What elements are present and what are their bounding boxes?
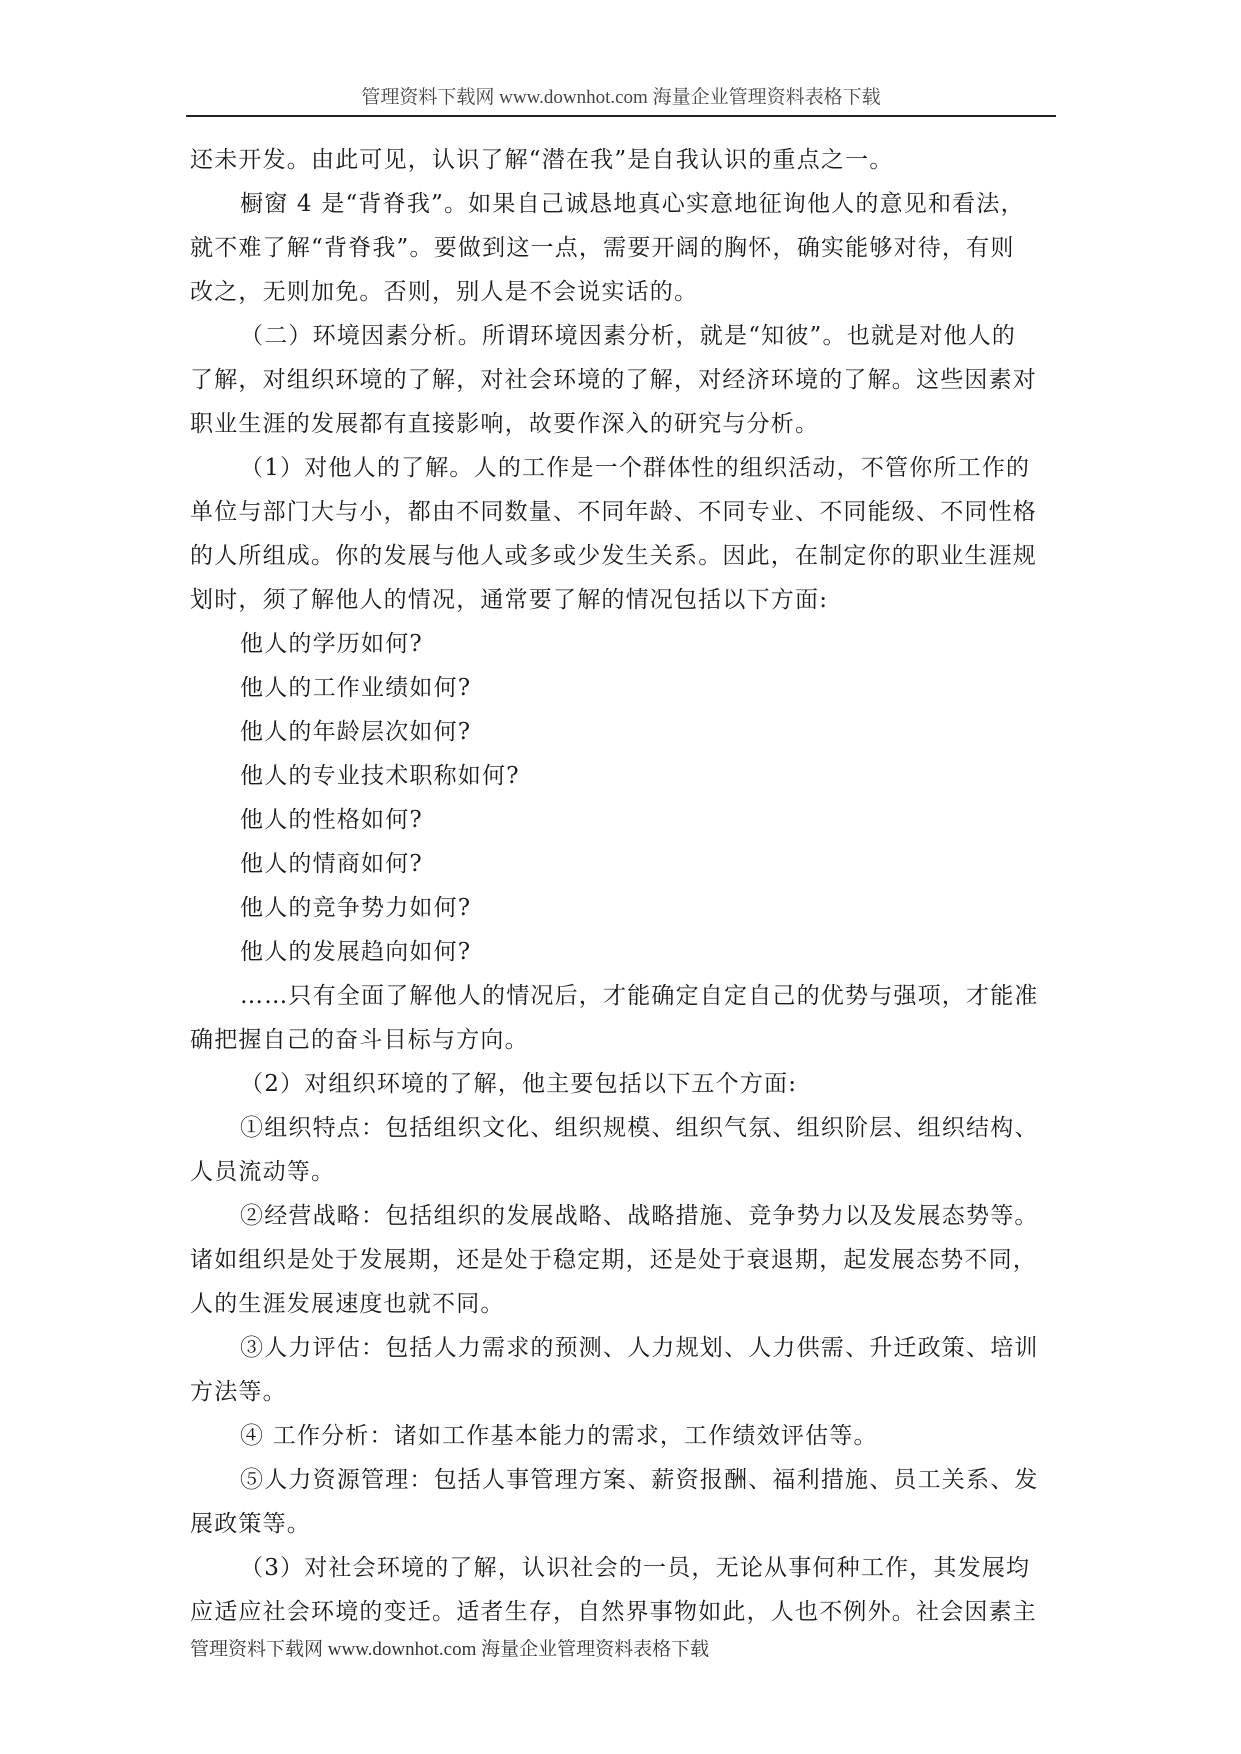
text-line: 的人所组成。你的发展与他人或多或少发生关系。因此，在制定你的职业生涯规 xyxy=(190,543,1037,569)
text-line: ③人力评估：包括人力需求的预测、人力规划、人力供需、升迁政策、培训 xyxy=(240,1335,1039,1361)
text-line: 他人的情商如何? xyxy=(240,851,423,877)
text-line: 他人的学历如何? xyxy=(240,631,423,657)
text-line: （1）对他人的了解。人的工作是一个群体性的组织活动，不管你所工作的 xyxy=(240,455,1031,481)
text-line: 应适应社会环境的变迁。适者生存，自然界事物如此，人也不例外。社会因素主 xyxy=(190,1599,1037,1625)
text-line: （二）环境因素分析。所谓环境因素分析，就是“知彼”。也就是对他人的 xyxy=(240,323,1017,349)
text-line: 方法等。 xyxy=(190,1379,287,1405)
text-line: 橱窗 4 是“背脊我”。如果自己诚恳地真心实意地征询他人的意见和看法， xyxy=(240,191,1025,217)
text-line: 他人的年龄层次如何? xyxy=(240,719,472,745)
text-line: ……只有全面了解他人的情况后，才能确定自定自己的优势与强项，才能准 xyxy=(240,983,1039,1009)
text-line: （2）对组织环境的了解，他主要包括以下五个方面: xyxy=(240,1071,798,1097)
text-line: 还未开发。由此可见，认识了解“潜在我”是自我认识的重点之一。 xyxy=(190,147,894,173)
text-line: 他人的专业技术职称如何? xyxy=(240,763,520,789)
text-line: 他人的发展趋向如何? xyxy=(240,939,472,965)
text-line: 人员流动等。 xyxy=(190,1159,336,1185)
page-footer: 管理资料下载网 www.downhot.com 海量企业管理资料表格下载 xyxy=(190,1639,710,1660)
text-line: ④ 工作分析：诸如工作基本能力的需求，工作绩效评估等。 xyxy=(240,1423,878,1449)
text-line: 就不难了解“背脊我”。要做到这一点，需要开阔的胸怀，确实能够对待，有则 xyxy=(190,235,1015,261)
text-line: 他人的性格如何? xyxy=(240,807,423,833)
text-line: 单位与部门大与小，都由不同数量、不同年龄、不同专业、不同能级、不同性格 xyxy=(190,499,1037,525)
text-line: 划时，须了解他人的情况，通常要了解的情况包括以下方面: xyxy=(190,587,829,613)
text-line: 诸如组织是处于发展期，还是处于稳定期，还是处于衰退期，起发展态势不同， xyxy=(190,1247,1037,1273)
document-body xyxy=(190,138,1050,1634)
text-line: 他人的竞争势力如何? xyxy=(240,895,472,921)
text-line: 他人的工作业绩如何? xyxy=(240,675,472,701)
page-header: 管理资料下载网 www.downhot.com 海量企业管理资料表格下载 xyxy=(361,87,881,108)
header-divider xyxy=(186,115,1056,117)
text-line: 人的生涯发展速度也就不同。 xyxy=(190,1291,505,1317)
text-line: 了解，对组织环境的了解，对社会环境的了解，对经济环境的了解。这些因素对 xyxy=(190,367,1037,393)
text-line: 改之，无则加免。否则，别人是不会说实话的。 xyxy=(190,279,699,305)
text-line: 确把握自己的奋斗目标与方向。 xyxy=(190,1027,529,1053)
text-line: ②经营战略：包括组织的发展战略、战略措施、竞争势力以及发展态势等。 xyxy=(240,1203,1039,1229)
text-line: ①组织特点：包括组织文化、组织规模、组织气氛、组织阶层、组织结构、 xyxy=(240,1115,1039,1141)
text-line: 职业生涯的发展都有直接影响，故要作深入的研究与分析。 xyxy=(190,411,820,437)
text-line: ⑤人力资源管理：包括人事管理方案、薪资报酬、福利措施、员工关系、发 xyxy=(240,1467,1039,1493)
text-line: （3）对社会环境的了解，认识社会的一员，无论从事何种工作，其发展均 xyxy=(240,1555,1031,1581)
text-line: 展政策等。 xyxy=(190,1511,311,1537)
